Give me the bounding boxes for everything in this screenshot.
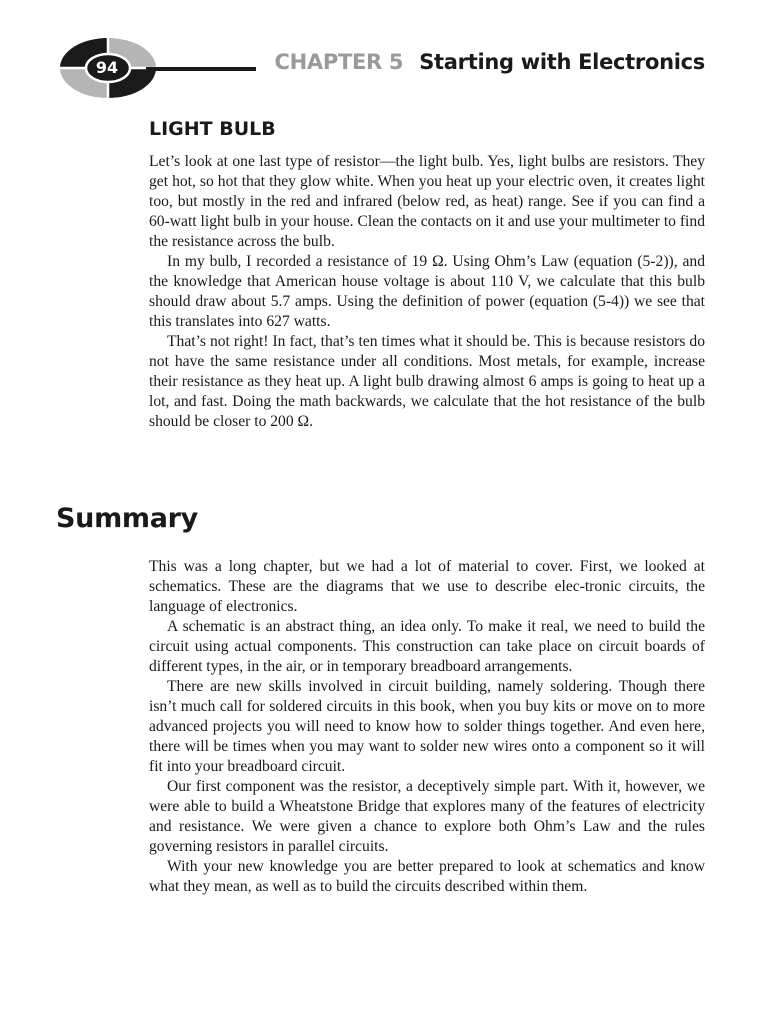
light-bulb-body <box>149 152 705 432</box>
running-head <box>275 50 705 74</box>
summary-body <box>149 557 705 897</box>
paragraph: In my bulb, I recorded a resistance of 19 Ω. Using Ohm’s Law (equation (5-2)), and the knowledge that American house voltage is about 110 V, we calculate that this bulb should draw about 5.7 amps. Using the definition of power (equation (5-4)) we see that this translates into 627 watts. <box>149 253 705 330</box>
paragraph: This was a long chapter, but we had a lot of material to cover. First, we looked at schematics. These are the diagrams that we use to describe elec-tronic circuits, the language of electronics. <box>149 558 705 615</box>
summary-heading: Summary <box>56 503 198 534</box>
section-heading-light-bulb: LIGHT BULB <box>149 118 276 140</box>
paragraph: A schematic is an abstract thing, an idea only. To make it real, we need to build the circuit using actual components. This construction can take place on circuit boards of different types, in the air, or in temporary breadboard arrangements. <box>149 618 705 675</box>
paragraph: That’s not right! In fact, that’s ten times what it should be. This is because resistors do not have the same resistance under all conditions. Most metals, for example, increase their resistance as they heat up. A light bulb drawing almost 6 amps is going to heat up a lot, and fast. Doing the math backwards, we calculate that the hot resistance of the bulb should be closer to 200 Ω. <box>149 333 705 430</box>
page-number: 94 <box>95 58 119 77</box>
chapter-label: CHAPTER 5 <box>274 50 404 74</box>
page-header <box>0 0 762 110</box>
paragraph: With your new knowledge you are better prepared to look at schematics and know what they mean, as well as to build the circuits described within them. <box>149 858 705 895</box>
chapter-title: Starting with Electronics <box>419 50 705 74</box>
paragraph: Let’s look at one last type of resistor—the light bulb. Yes, light bulbs are resistors. They get hot, so hot that they glow white. When you heat up your electric oven, it creates light too, but mostly in the red and infrared (below red, as heat) range. See if you can find a 60-watt light bulb in your house. Clean the contacts on it and use your multimeter to find the resistance across the bulb. <box>149 153 705 250</box>
paragraph: There are new skills involved in circuit building, namely soldering. Though there isn’t much call for soldered circuits in this book, when you buy kits or move on to more advanced projects you will need to know how to solder things together. And even here, there will be times when you may want to solder new wires onto a component so it will fit into your breadboard circuit. <box>149 678 705 775</box>
paragraph: Our first component was the resistor, a deceptively simple part. With it, however, we were able to build a Wheatstone Bridge that explores many of the features of electricity and resistance. We were given a chance to explore both Ohm’s Law and the rules governing resistors in parallel circuits. <box>149 778 705 855</box>
